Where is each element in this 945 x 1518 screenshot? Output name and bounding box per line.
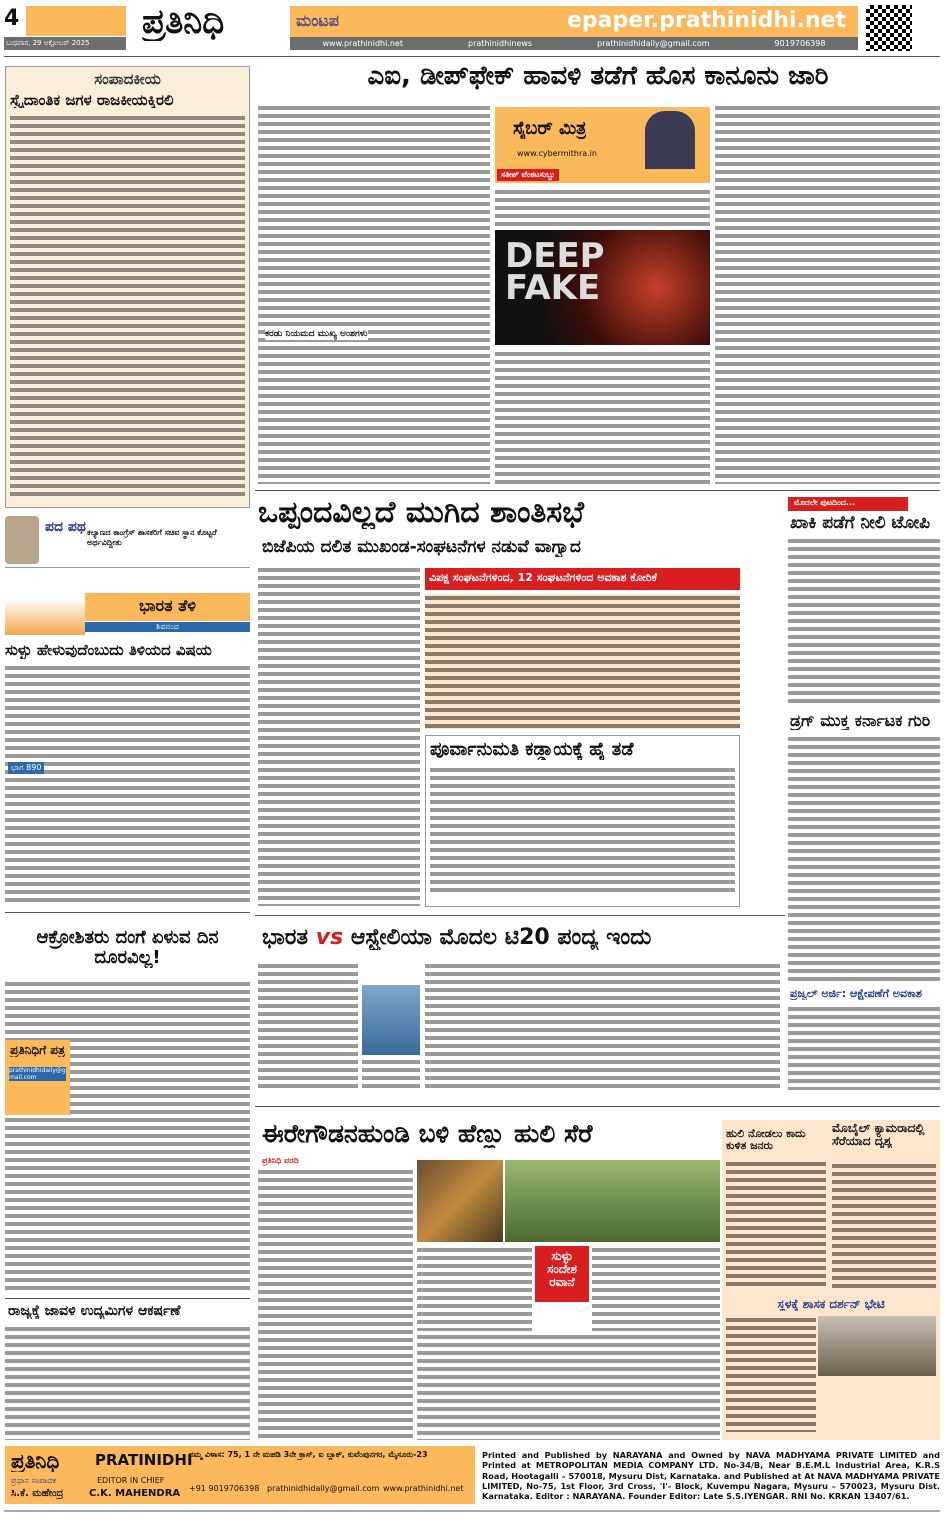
divider bbox=[255, 490, 940, 491]
divider bbox=[255, 915, 785, 916]
bharata-teli-headline: ಸುಳ್ಳು ಹೇಳುವುದೆಂಬುದು ತಿಳಿಯದ ವಿಷಯ bbox=[5, 642, 212, 659]
lead-headline: ಎಐ, ಡೀಪ್‌ಫೇಕ್ ಹಾವಳಿ ತಡೆಗೆ ಹೊಸ ಕಾನೂನು ಜಾರಿ bbox=[367, 62, 829, 91]
right-headline-1: ಖಾಕಿ ಪಡೆಗೆ ನೀಲಿ ಟೋಪಿ bbox=[790, 514, 931, 533]
bharata-teli-title: ಭಾರತ ತೆಳಿ bbox=[85, 593, 250, 621]
header-date: ಬುಧವಾರ, 29 ಅಕ್ಟೋಬರ್ 2025 bbox=[4, 37, 126, 50]
lead-body-col1 bbox=[258, 104, 490, 484]
right-headline-3: ಪ್ರಜ್ವಲ್ ಅರ್ಜಿ: ಆಕ್ಷೇಪಣೆಗೆ ಅವಕಾಶ bbox=[790, 988, 922, 1000]
masthead-logo[interactable]: ಪ್ರತಿನಿಧಿ bbox=[142, 4, 225, 42]
right-body-1 bbox=[788, 537, 940, 707]
crowd-photo bbox=[505, 1160, 720, 1242]
bharata-teli-body bbox=[5, 664, 250, 904]
tiger-photo bbox=[417, 1160, 503, 1242]
side-headline-3: ಸ್ಥಳಕ್ಕೆ ಶಾಸಕ ದರ್ಶನ್ ಭೇಟಿ bbox=[777, 1298, 885, 1311]
lead-subhead: ಕರಡು ನಿಯಮದ ಮುಖ್ಯ ಅಂಶಗಳು bbox=[265, 330, 368, 339]
lead-body-col3 bbox=[715, 104, 940, 484]
deep-fake-image: DEEP FAKE bbox=[495, 230, 710, 345]
side-headline-1: ಹುಲಿ ನೋಡಲು ಕಾದು ಕುಳಿತ ಜನರು bbox=[726, 1128, 806, 1153]
tiger-red-box: ಸುಳ್ಳು ಸಂದೇಶ ರವಾನೆ bbox=[535, 1246, 589, 1302]
editorial-box bbox=[5, 66, 250, 508]
divider bbox=[5, 912, 250, 913]
page-number: 4 bbox=[4, 6, 20, 31]
bharata-teli-header bbox=[5, 575, 250, 637]
continued-tag: ಮೊದಲೇ ಪುಟದಿಂದ... bbox=[788, 497, 908, 511]
tiger-body-col1 bbox=[258, 1168, 413, 1440]
footer-box bbox=[5, 1446, 475, 1504]
editorial-body bbox=[10, 114, 245, 499]
tiger-side-panel bbox=[722, 1120, 940, 1440]
header-contact-bar bbox=[290, 37, 858, 50]
letters-body bbox=[5, 980, 250, 1290]
divider bbox=[255, 1106, 940, 1107]
email-link[interactable]: prathinidhidaily@gmail.com bbox=[597, 39, 710, 48]
right-body-2 bbox=[788, 735, 940, 985]
footer-logo: ಪ್ರತಿನಿಧಿ bbox=[11, 1450, 60, 1472]
part-badge: ಭಾಗ 890 bbox=[8, 762, 44, 774]
footer-divider bbox=[4, 1510, 940, 1512]
cricket-body-col1 bbox=[258, 962, 358, 1092]
pada-pathe-text: ಕಲ್ಯಾಣದ ಕಾಂಗ್ರೆಸ್ ಶಾಸಕರಿಗೆ ಸಚಿವ ಸ್ಥಾನ ಕೊಟ್ಟರೆ ಅರ್ಥವಿದ್ದೀತು bbox=[87, 528, 217, 547]
letters-box-email[interactable]: prathinidhidaily@gmail.com bbox=[9, 1067, 66, 1082]
cyber-mitra-title: ಸೈಬರ್ ಮಿತ್ರ bbox=[513, 119, 587, 139]
footer-logo-en: PRATINIDHI bbox=[95, 1452, 193, 1469]
red-bar-body bbox=[425, 594, 740, 729]
editor-name-kn: ಸಿ.ಕೆ. ಮಹೇಂದ್ರ bbox=[11, 1488, 64, 1499]
tiger-body-col4 bbox=[417, 1333, 720, 1440]
right-headline-2: ಡ್ರಗ್ ಮುಕ್ತ ಕರ್ನಾಟಕ ಗುರಿ bbox=[790, 712, 931, 730]
pada-pathe-label: ಪದ ಪಥ bbox=[45, 520, 86, 535]
tiger-byline: ಪ್ರತಿನಿಧಿ ವರದಿ bbox=[262, 1157, 299, 1165]
poorvanumati-body bbox=[430, 766, 735, 896]
website-link[interactable]: www.prathinidhi.net bbox=[322, 39, 403, 48]
mla-visit-photo bbox=[818, 1316, 936, 1376]
divider bbox=[5, 1298, 250, 1299]
editorial-kicker: ಸಂಪಾದಕೀಯ bbox=[94, 71, 161, 88]
letters-headline: ಆಕ್ರೋಶಿತರು ದಂಗೆ ಏಳುವ ದಿನ ದೂರವಿಲ್ಲ! bbox=[36, 928, 219, 968]
cricket-vs: vs bbox=[315, 926, 344, 950]
bharata-teli-byline: ಶಿವನಂದ bbox=[85, 622, 250, 632]
side-body-2 bbox=[832, 1162, 936, 1292]
transfer-body bbox=[5, 1325, 250, 1440]
cricket-headline bbox=[262, 926, 782, 950]
editor-label-kn: ಪ್ರಧಾನ ಸಂಪಾದಕ bbox=[11, 1476, 56, 1485]
pada-pathe bbox=[5, 514, 250, 568]
side-body-3 bbox=[726, 1316, 816, 1432]
cyber-mitra-site[interactable]: www.cybermithra.in bbox=[517, 149, 597, 158]
editor-name: C.K. MAHENDRA bbox=[89, 1488, 181, 1499]
cricket-team-b: ಆಸ್ಟ್ರೇಲಿಯಾ ಮೊದಲ ಟಿ20 ಪಂದ್ಯ ಇಂದು bbox=[350, 926, 652, 950]
side-headline-2: ಮೊಬೈಲ್ ಕ್ಯಾಮರಾದಲ್ಲಿ ಸೆರೆಯಾದ ದೃಶ್ಯ bbox=[832, 1122, 925, 1149]
imprint-line: Printed and Published by NARAYANA and Owned by NAVA MADHYAMA PRIVATE LIMITED and Printed at METROPOLITAN MEDIA COMPANY LTD. No-34/B, Near B.E.M.L Industrial Area, K.R.S Road, Hootagalli – 570018, Mysuru Dist, Karnataka. and Published at At NAVA MADHYAMA PRIVATE LIMITED, No-75, 1st Floor, 3rd Cross, 'I'- Block, Kuvempu Nagara, Mysuru – 570023, Mysuru Dist. Karnataka. Editor : NARAYANA. Founder Editor: Late S.S.IYENGAR. RNI No. KRKAN 13407/61. bbox=[482, 1450, 940, 1501]
qr-code[interactable] bbox=[866, 5, 912, 51]
cyber-mitra-box bbox=[495, 107, 710, 183]
tiger-body-col3 bbox=[592, 1246, 720, 1331]
header-orange-block bbox=[26, 6, 126, 36]
cricket-body-col2 bbox=[362, 1058, 420, 1092]
cricket-photo bbox=[362, 985, 420, 1055]
second-body-col1 bbox=[258, 566, 420, 906]
editorial-title: ಸ್ವೈದಾಂತಿಕ ಜಗಳ ರಾಜಕೀಯಕ್ಕಿರಲಿ bbox=[10, 91, 174, 108]
right-body-3 bbox=[788, 1005, 940, 1090]
red-bar: ವಿಪಕ್ಷ ಸಂಘಟನೆಗಳಿಂದ, 12 ಸಂಘಟನೆಗಳಿಂದ ಅವಕಾಶ ಕೋರಿಕೆ bbox=[425, 568, 740, 590]
tiger-headline: ಈರೇಗೌಡನಹುಂಡಿ ಬಳಿ ಹೆಣ್ಣು ಹುಲಿ ಸೆರೆ bbox=[262, 1120, 593, 1148]
transfer-headline: ರಾಜ್ಯಕ್ಕೆ ಜಾವಳಿ ಉದ್ಯಮಿಗಳ ಆಕರ್ಷಣೆ bbox=[8, 1304, 181, 1319]
header-banner bbox=[290, 6, 858, 37]
section-name: ಮಂಟಪ bbox=[296, 12, 340, 30]
social-handle[interactable]: prathinidhinews bbox=[468, 39, 533, 48]
header-divider bbox=[4, 56, 940, 57]
side-body-1 bbox=[726, 1160, 826, 1290]
letters-box-title: ಪ್ರತಿನಿಧಿಗೆ ಪತ್ರ bbox=[10, 1044, 65, 1057]
cricket-body-col3 bbox=[425, 962, 780, 1092]
author-photo bbox=[645, 111, 695, 169]
columnist-photo bbox=[5, 516, 39, 564]
letters-box bbox=[5, 1040, 70, 1115]
lead-body-col2a bbox=[495, 188, 710, 228]
tiger-body-col2 bbox=[417, 1246, 532, 1331]
editor-label: EDITOR IN CHIEF bbox=[97, 1476, 165, 1485]
footer-web[interactable]: www.prathinidhi.net bbox=[383, 1484, 464, 1493]
cricket-team-a: ಭಾರತ bbox=[262, 926, 309, 950]
second-headline: ಒಪ್ಪಂದವಿಲ್ಲದೆ ಮುಗಿದ ಶಾಂತಿಸಭೆ bbox=[258, 496, 584, 529]
second-subheadline: ಬಿಜೆಪಿಯ ದಲಿತ ಮುಖಂಡ-ಸಂಘಟನೆಗಳ ನಡುವೆ ವಾಗ್ವಾದ bbox=[262, 538, 581, 557]
temple-illustration bbox=[5, 575, 85, 635]
footer-email[interactable]: prathinidhidaily@gmail.com bbox=[267, 1484, 380, 1493]
phone-number: 9019706398 bbox=[774, 39, 826, 48]
poorvanumati-box bbox=[425, 735, 740, 907]
author-name: ಸತೀಶ್ ವೆಂಕಟಸುಬ್ಬು bbox=[497, 169, 559, 181]
footer-address: ನಮ್ಮ ವಿಳಾಸ: 75, 1 ನೇ ಮಹಡಿ 3ನೇ ಕ್ರಾಸ್, ಐ ಬ್ಲಾಕ್, ಕುವೆಂಪುನಗರ, ಮೈಸೂರು-23 bbox=[189, 1451, 428, 1459]
epaper-link[interactable]: epaper.prathinidhi.net bbox=[566, 9, 846, 33]
footer-phone: +91 9019706398 bbox=[189, 1484, 260, 1493]
poorvanumati-headline: ಪೂರ್ವಾನುಮತಿ ಕಡ್ಡಾಯಕ್ಕೆ ಹೈ ತಡೆ bbox=[430, 740, 634, 760]
lead-body-col2b bbox=[495, 350, 710, 485]
